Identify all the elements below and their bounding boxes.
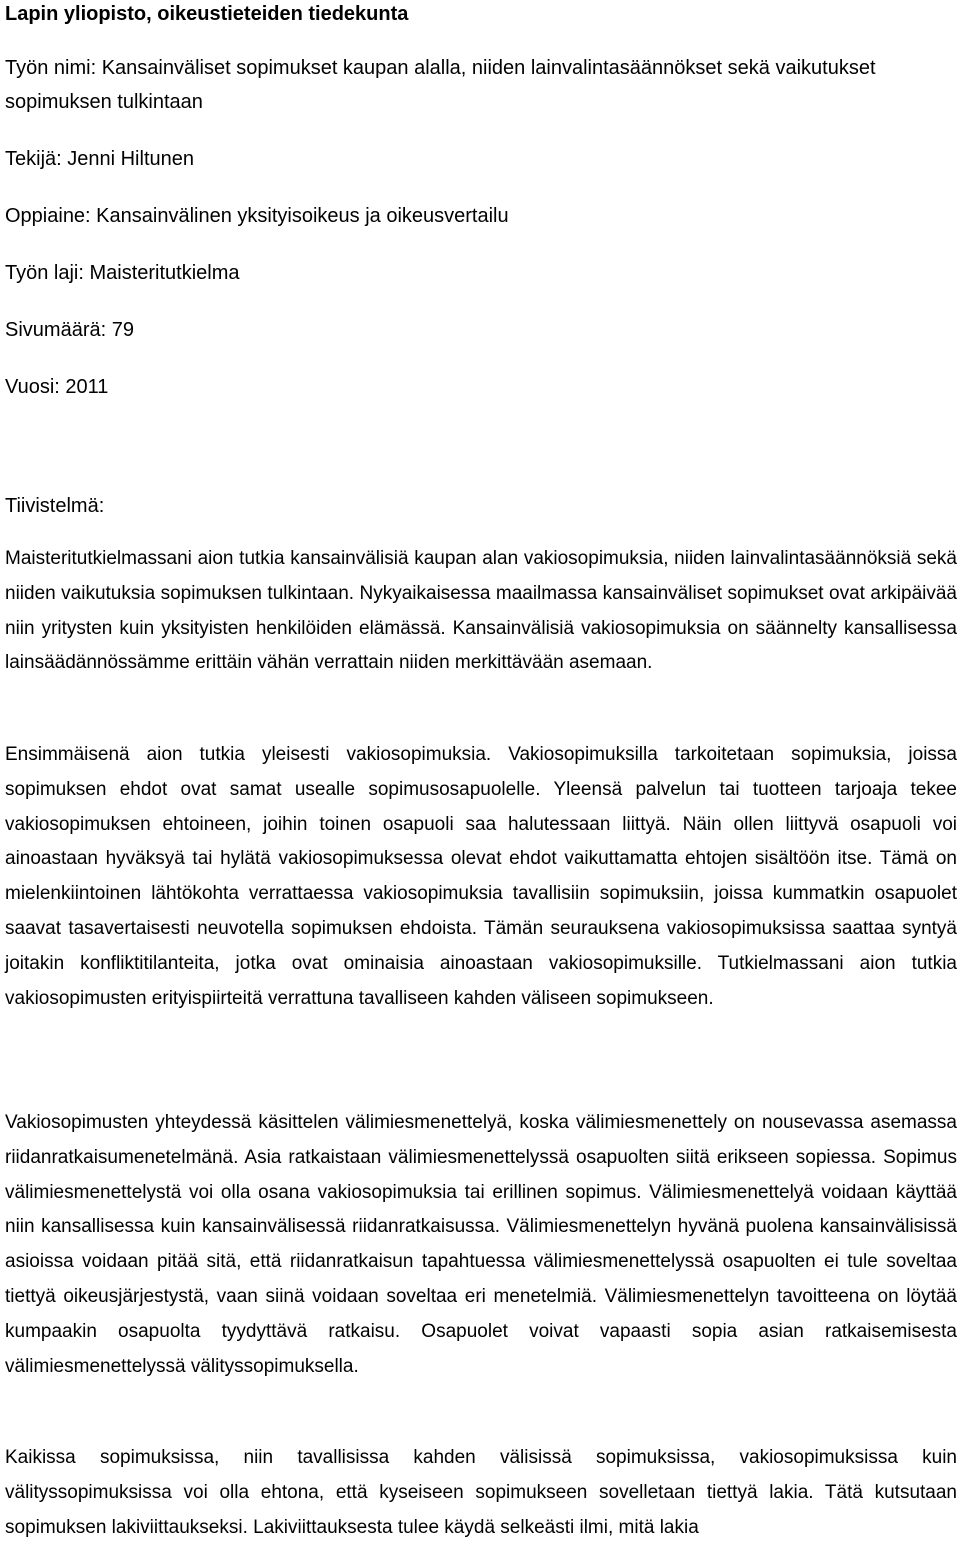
- abstract-label: Tiivistelmä:: [5, 495, 105, 517]
- thesis-page-count: Sivumäärä: 79: [5, 319, 134, 341]
- abstract-paragraph-3: Vakiosopimusten yhteydessä käsittelen välimiesmenettelyä, koska välimiesmenettely on nousevassa asemassa riidanratkaisumenetelmänä. Asia ratkaistaan välimiesmenettelyssä osapuolten siitä erikseen sopiessa. Sopimus välimiesmenettelystä voi olla osana vakiosopimuksia tai erillinen sopimus. Välimiesmenettelyä voidaan käyttää niin kansallisessa kuin kansainvälisessä riidanratkaisussa. Välimiesmenettelyn hyvänä puolena kansainvälisissä asioissa voidaan pitää sitä, että riidanratkaisun tapahtuessa välimiesmenettelyssä osapuolten ei tule soveltaa tiettyä oikeusjärjestystä, vaan siinä voidaan soveltaa eri menetelmiä. Välimiesmenettelyn tavoitteena on löytää kumpaakin osapuolta tyydyttävä ratkaisu. Osapuolet voivat vapaasti sopia asian ratkaisemisesta välimiesmenettelyssä välityssopimuksella.: [5, 1112, 957, 1377]
- thesis-author: Tekijä: Jenni Hiltunen: [5, 148, 194, 170]
- abstract-paragraph-1: Maisteritutkielmassani aion tutkia kansainvälisiä kaupan alan vakiosopimuksia, niiden lainvalintasäännöksiä sekä niiden vaikutuksia sopimuksen tulkintaan. Nykyaikaisessa maailmassa kansainväliset sopimukset ovat arkipäivää niin yritysten kuin yksityisten henkilöiden elämässä. Kansainvälisiä vakiosopimuksia on säännelty kansallisessa lainsäädännössämme erittäin vähän verrattain niiden merkittävään asemaan.: [5, 548, 957, 674]
- abstract-paragraph-2: Ensimmäisenä aion tutkia yleisesti vakiosopimuksia. Vakiosopimuksilla tarkoitetaan sopimuksia, joissa sopimuksen ehdot ovat samat usealle sopimusosapuolelle. Yleensä palvelun tai tuotteen tarjoaja tekee vakiosopimuksen ehtoineen, joihin toinen osapuoli saa halutessaan liittyä. Näin ollen liittyvä osapuoli voi ainoastaan hyväksyä tai hylätä vakiosopimuksessa olevat ehdot vaikuttamatta ehtojen sisältöön itse. Tämä on mielenkiintoinen lähtökohta verrattaessa vakiosopimuksia tavallisiin sopimuksiin, joissa kummatkin osapuolet saavat tasavertaisesti neuvotella sopimuksen ehdoista. Tämän seurauksena vakiosopimuksissa saattaa syntyä joitakin konfliktitilanteita, jotka ovat ominaisia ainoastaan vakiosopimuksille. Tutkielmassani aion tutkia vakiosopimusten erityispiirteitä verrattuna tavalliseen kahden väliseen sopimukseen.: [5, 744, 957, 1009]
- thesis-subject: Oppiaine: Kansainvälinen yksityisoikeus ja oikeusvertailu: [5, 205, 509, 227]
- abstract-paragraph-4: Kaikissa sopimuksissa, niin tavallisissa kahden välisissä sopimuksissa, vakiosopimuksissa kuin välityssopimuksissa voi olla ehtona, että kyseiseen sopimukseen sovelletaan tiettyä lakia. Tätä kutsutaan sopimuksen lakiviittaukseksi. Lakiviittauksesta tulee käydä selkeästi ilmi, mitä lakia: [5, 1447, 957, 1538]
- thesis-title: Työn nimi: Kansainväliset sopimukset kaupan alalla, niiden lainvalintasäännökset sekä vaikutukset sopimuksen tulkintaan: [5, 57, 876, 113]
- thesis-year: Vuosi: 2011: [5, 376, 109, 398]
- institution-header: Lapin yliopisto, oikeustieteiden tiedekunta: [5, 3, 409, 25]
- thesis-type: Työn laji: Maisteritutkielma: [5, 262, 240, 284]
